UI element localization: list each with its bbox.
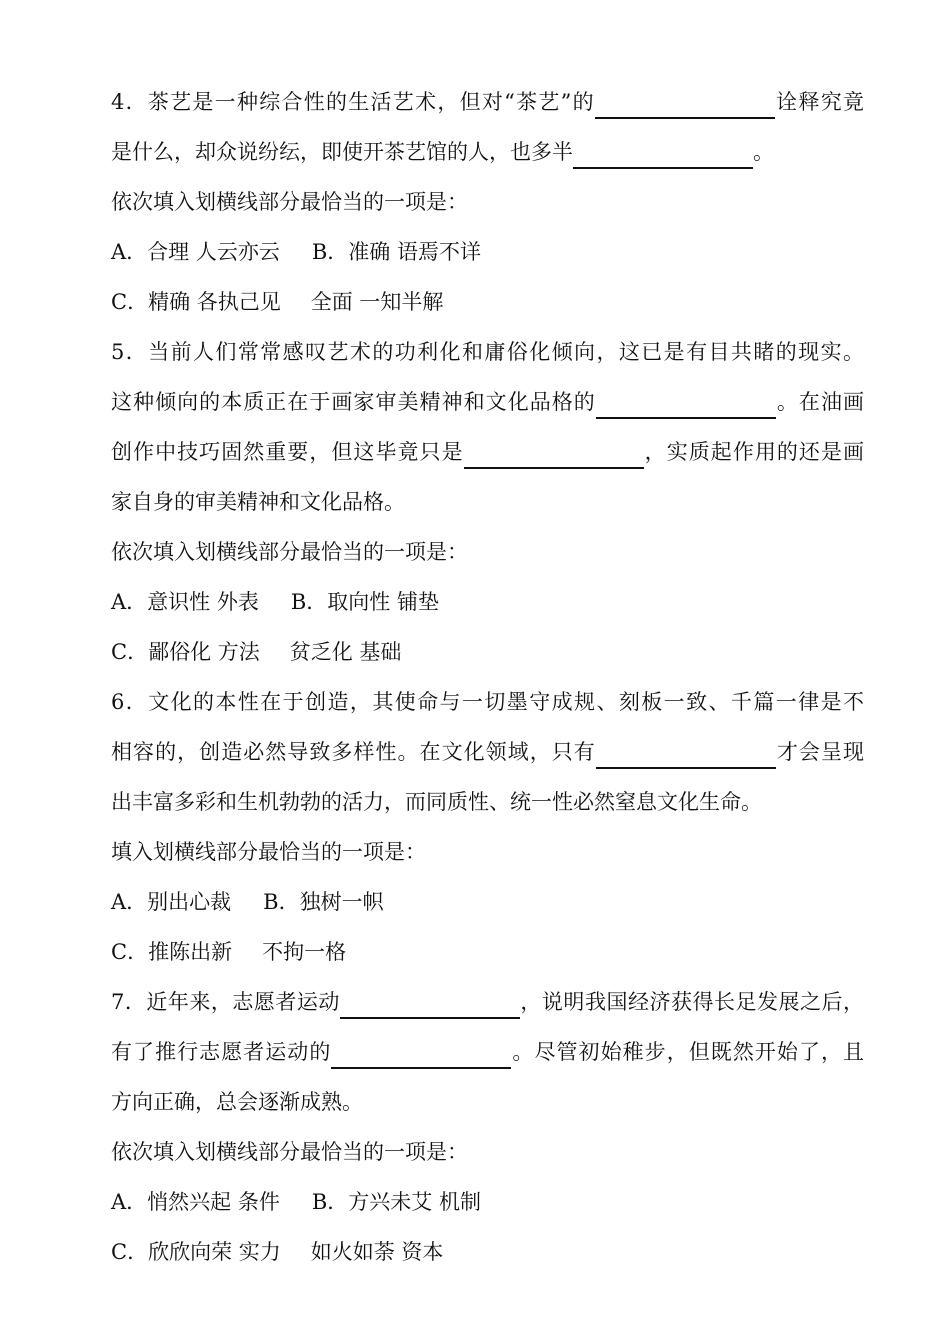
option-a[interactable]: A．意识性 外表 bbox=[111, 590, 259, 614]
answer-blank[interactable] bbox=[596, 391, 776, 419]
answer-blank[interactable] bbox=[340, 991, 520, 1019]
option-c[interactable]: C．欣欣向荣 实力 bbox=[111, 1240, 281, 1264]
q4-line-2 bbox=[111, 135, 864, 169]
q5-text: 家自身的审美精神和文化品格。 bbox=[111, 490, 405, 514]
q6-line-1 bbox=[111, 685, 864, 719]
q5-text: 这种倾向的本质正在于画家审美精神和文化品格的 bbox=[111, 390, 596, 414]
option-b[interactable]: B．独树一帜 bbox=[263, 890, 384, 914]
q4-options-row-1 bbox=[111, 235, 864, 269]
option-c[interactable]: C．精确 各执己见 bbox=[111, 290, 281, 314]
q7-options-row-1 bbox=[111, 1185, 864, 1219]
q5-text: 当前人们常常感叹艺术的功利化和庸俗化倾向，这已是有目共睹的现实。 bbox=[148, 340, 864, 364]
option-c[interactable]: C．推陈出新 bbox=[111, 940, 233, 964]
q4-options-row-2 bbox=[111, 285, 864, 319]
answer-blank[interactable] bbox=[573, 141, 753, 169]
q5-text: 。在油画 bbox=[775, 390, 865, 414]
q6-options-row-2 bbox=[111, 935, 864, 969]
q7-line-1 bbox=[111, 985, 864, 1019]
option-b[interactable]: B．准确 语焉不详 bbox=[311, 240, 481, 264]
q5-line-4 bbox=[111, 485, 864, 519]
q6-text: 文化的本性在于创造，其使命与一切墨守成规、刻板一致、千篇一律是不 bbox=[148, 690, 864, 714]
option-d[interactable]: 全面 一知半解 bbox=[310, 290, 444, 314]
q6-number: 6． bbox=[111, 690, 149, 714]
option-a[interactable]: A．别出心裁 bbox=[111, 890, 232, 914]
q6-text: 相容的，创造必然导致多样性。在文化领域，只有 bbox=[111, 740, 596, 764]
q4-line-1 bbox=[111, 85, 864, 119]
q7-number: 7． bbox=[111, 990, 147, 1014]
q4-prompt: 依次填入划横线部分最恰当的一项是： bbox=[111, 190, 468, 214]
option-a[interactable]: A．合理 人云亦云 bbox=[111, 240, 280, 264]
q7-text: 。尽管初始稚步，但既然开始了，且 bbox=[511, 1040, 865, 1064]
q5-options-row-2 bbox=[111, 635, 864, 669]
q4-number: 4． bbox=[111, 90, 148, 114]
q7-options-row-2 bbox=[111, 1235, 864, 1269]
q4-text: 是什么，却众说纷纭，即使开茶艺馆的人，也多半 bbox=[111, 140, 573, 164]
q5-options-row-1 bbox=[111, 585, 864, 619]
option-d[interactable]: 不拘一格 bbox=[262, 940, 347, 964]
q6-text: 才会呈现 bbox=[775, 740, 865, 764]
answer-blank[interactable] bbox=[331, 1041, 511, 1069]
q6-line-2 bbox=[111, 735, 864, 769]
q7-text: 方向正确，总会逐渐成熟。 bbox=[111, 1090, 363, 1114]
answer-blank[interactable] bbox=[596, 741, 776, 769]
option-d[interactable]: 如火如荼 资本 bbox=[310, 1240, 444, 1264]
option-b[interactable]: B．方兴未艾 机制 bbox=[311, 1190, 481, 1214]
q5-number: 5． bbox=[111, 340, 149, 364]
q7-prompt: 依次填入划横线部分最恰当的一项是： bbox=[111, 1140, 468, 1164]
answer-blank[interactable] bbox=[464, 441, 644, 469]
q7-line-3 bbox=[111, 1085, 864, 1119]
option-a[interactable]: A．悄然兴起 条件 bbox=[111, 1190, 280, 1214]
q6-prompt: 填入划横线部分最恰当的一项是： bbox=[111, 840, 426, 864]
q6-text: 出丰富多彩和生机勃勃的活力，而同质性、统一性必然窒息文化生命。 bbox=[111, 790, 762, 814]
q5-line-3 bbox=[111, 435, 864, 469]
q5-text: 创作中技巧固然重要，但这毕竟只是 bbox=[111, 440, 464, 464]
q5-line-2 bbox=[111, 385, 864, 419]
q6-line-3 bbox=[111, 785, 864, 819]
q5-line-1 bbox=[111, 335, 864, 369]
q5-text: ，实质起作用的还是画 bbox=[643, 440, 865, 464]
q6-options-row-1 bbox=[111, 885, 864, 919]
q7-text: 有了推行志愿者运动的 bbox=[111, 1040, 332, 1064]
q4-text: 。 bbox=[753, 140, 774, 164]
option-d[interactable]: 贫乏化 基础 bbox=[289, 640, 402, 664]
q7-text: 近年来，志愿者运动 bbox=[146, 990, 340, 1014]
option-b[interactable]: B．取向性 铺垫 bbox=[290, 590, 439, 614]
q7-line-2 bbox=[111, 1035, 864, 1069]
option-c[interactable]: C．鄙俗化 方法 bbox=[111, 640, 260, 664]
q4-text: 茶艺是一种综合性的生活艺术，但对“茶艺”的 bbox=[147, 90, 595, 114]
answer-blank[interactable] bbox=[595, 91, 775, 119]
q7-text: ，说明我国经济获得长足发展之后， bbox=[519, 990, 864, 1014]
q5-prompt: 依次填入划横线部分最恰当的一项是： bbox=[111, 540, 468, 564]
q4-text: 诠释究竟 bbox=[774, 90, 864, 114]
